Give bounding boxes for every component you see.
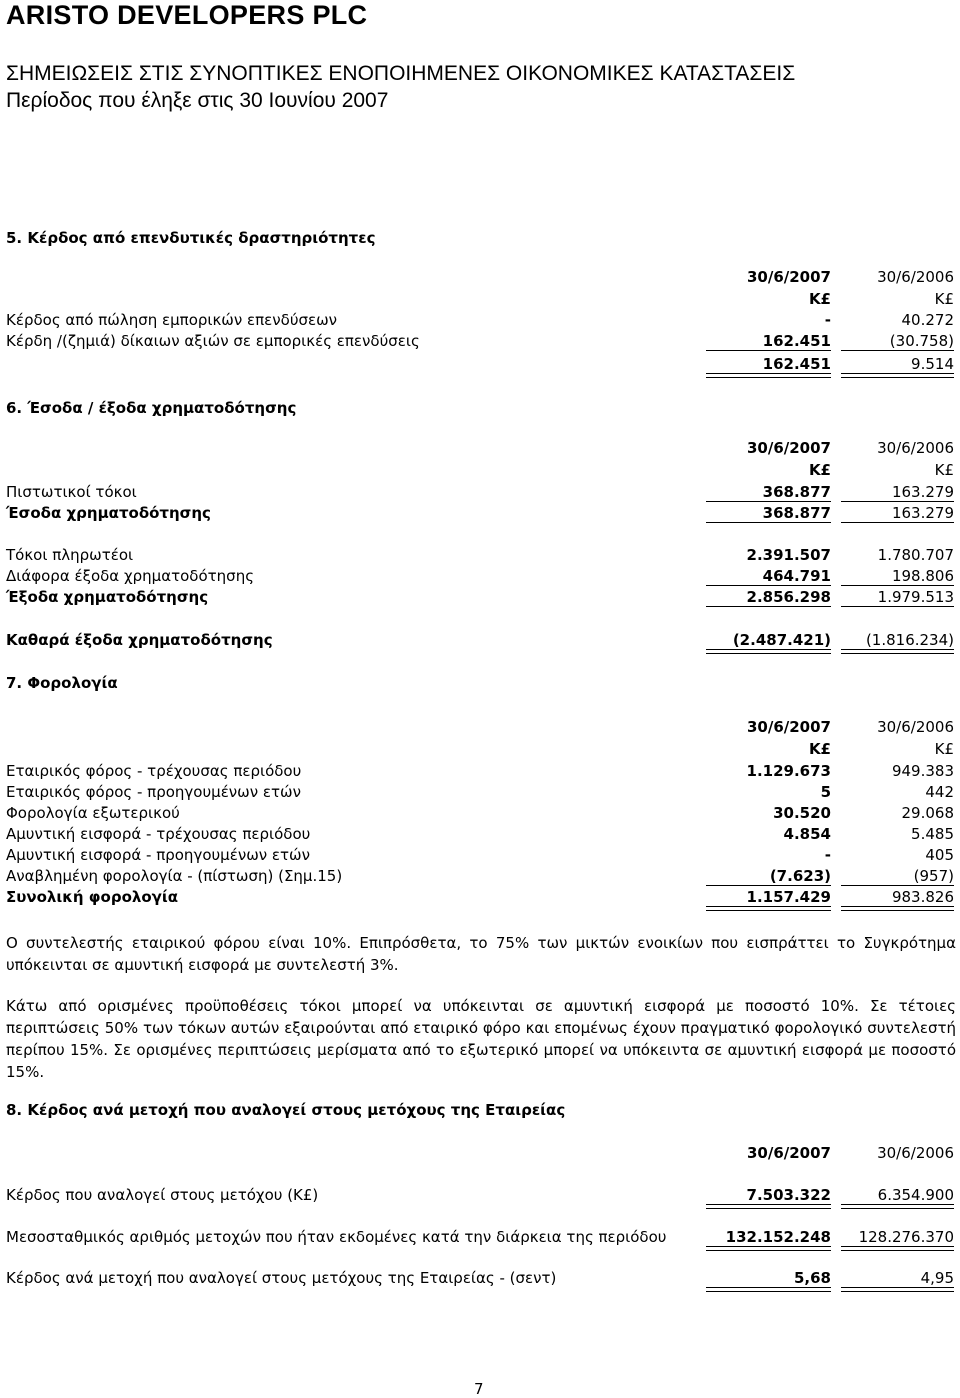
row-current: 368.877 <box>762 504 831 522</box>
row-prior: 5.485 <box>911 825 954 843</box>
col-current-unit: Κ£ <box>808 740 831 758</box>
underline <box>706 885 831 886</box>
note6-subtotal-row <box>6 504 956 524</box>
document-subtitle: ΣΗΜΕΙΩΣΕΙΣ ΣΤΙΣ ΣΥΝΟΠΤΙΚΕΣ ΕΝΟΠΟΙΗΜΕΝΕΣ ΟΙΚΟΝΟΜΙΚΕΣ ΚΑΤΑΣΤΑΣΕΙΣ <box>6 62 796 85</box>
col-prior-unit: Κ£ <box>934 740 954 758</box>
row-label: Κέρδος από πώληση εμπορικών επενδύσεων <box>6 311 338 329</box>
row-label: Αμυντική εισφορά - τρέχουσας περιόδου <box>6 825 311 843</box>
row-current: 464.791 <box>762 567 831 585</box>
row-label: Κέρδος που αναλογεί στους μετόχου (Κ£) <box>6 1186 319 1204</box>
row-prior: 4,95 <box>920 1269 954 1287</box>
row-current: 4.854 <box>783 825 831 843</box>
double-underline <box>706 1246 831 1251</box>
row-prior: 40.272 <box>901 311 954 329</box>
row-label: Έξοδα χρηματοδότησης <box>6 588 209 606</box>
row-prior: 983.826 <box>891 888 954 906</box>
underline <box>706 606 831 607</box>
period-line: Περίοδος που έληξε στις 30 Ιουνίου 2007 <box>6 89 389 112</box>
row-label: Εταιρικός φόρος - προηγουμένων ετών <box>6 783 301 801</box>
note6-subtotal-row <box>6 588 956 608</box>
note7-row <box>6 867 956 887</box>
col-current-header: 30/6/2007 <box>746 1144 831 1162</box>
note5-unit-header <box>6 290 956 310</box>
note7-row <box>6 783 956 803</box>
note7-row <box>6 804 956 824</box>
note8-title: 8. Κέρδος ανά μετοχή που αναλογεί στους μετόχους της Εταιρείας <box>6 1101 566 1119</box>
col-prior-header: 30/6/2006 <box>877 268 954 286</box>
row-prior: 1.979.513 <box>877 588 954 606</box>
col-current-unit: Κ£ <box>808 461 831 479</box>
note8-row <box>6 1186 956 1206</box>
row-prior: 163.279 <box>891 504 954 522</box>
double-underline <box>706 649 831 654</box>
col-current-unit: Κ£ <box>808 290 831 308</box>
note6-row <box>6 483 956 503</box>
row-label: Έσοδα χρηματοδότησης <box>6 504 211 522</box>
underline <box>706 350 831 351</box>
row-label: Πιστωτικοί τόκοι <box>6 483 137 501</box>
row-current: 1.157.429 <box>746 888 831 906</box>
row-prior: 29.068 <box>901 804 954 822</box>
row-current: 30.520 <box>773 804 831 822</box>
row-prior: 1.780.707 <box>877 546 954 564</box>
row-label: Κέρδος ανά μετοχή που αναλογεί στους μετόχους της Εταιρείας - (σεντ) <box>6 1269 557 1287</box>
note7-row <box>6 762 956 782</box>
underline <box>841 501 954 502</box>
double-underline <box>841 373 954 378</box>
row-prior: (30.758) <box>889 332 954 350</box>
note5-column-header <box>6 268 956 288</box>
tax-rate-paragraph: Ο συντελεστής εταιρικού φόρου είναι 10%. Επιπρόσθετα, το 75% των μικτών ενοικίων που εισπράττει το Συγκρότημα υπόκεινται σε αμυντική εισφορά με συντελεστή 3%. <box>6 934 956 974</box>
row-current: (7.623) <box>769 867 831 885</box>
underline <box>841 522 954 523</box>
company-name: ARISTO DEVELOPERS PLC <box>6 0 368 30</box>
row-label: Αναβλημένη φορολογία - (πίστωση) (Σημ.15) <box>6 867 343 885</box>
row-prior: 9.514 <box>911 355 954 373</box>
row-current: - <box>824 846 831 864</box>
double-underline <box>841 1204 954 1209</box>
note5-title: 5. Κέρδος από επενδυτικές δραστηριότητες <box>6 229 376 247</box>
note5-row <box>6 332 956 352</box>
note8-column-header <box>6 1144 956 1164</box>
defence-contribution-paragraph: Κάτω από ορισμένες προϋποθέσεις τόκοι μπορεί να υπόκεινται σε αμυντική εισφορά με ποσοστό 10%. Σε τέτοιες περιπτώσεις 50% των τόκων αυτών εξαιρούνται από εταιρικό φόρο και επομένως έχουν πραγματικό φορολογικό συντελεστή περίπου 15%. Σε ορισμένες περιπτώσεις μερίσματα από το εξωτερικό μπορεί να υπόκειντα σε αμυντική εισφορά με ποσοστό 15%. <box>6 997 956 1081</box>
row-current: 5,68 <box>793 1269 831 1287</box>
underline <box>841 350 954 351</box>
underline <box>841 585 954 586</box>
col-prior-header: 30/6/2006 <box>877 1144 954 1162</box>
underline <box>841 606 954 607</box>
double-underline <box>706 1204 831 1209</box>
note5-total-row <box>6 355 956 375</box>
row-current: 132.152.248 <box>725 1228 831 1246</box>
row-prior: 405 <box>925 846 954 864</box>
note7-title: 7. Φορολογία <box>6 674 118 692</box>
note6-row <box>6 567 956 587</box>
row-current: 2.391.507 <box>746 546 831 564</box>
note6-column-header <box>6 439 956 459</box>
row-label: Συνολική φορολογία <box>6 888 179 906</box>
col-current-header: 30/6/2007 <box>746 718 831 736</box>
col-current-header: 30/6/2007 <box>746 439 831 457</box>
row-prior: 442 <box>925 783 954 801</box>
note7-unit-header <box>6 740 956 760</box>
row-label: Καθαρά έξοδα χρηματοδότησης <box>6 631 273 649</box>
note6-row <box>6 546 956 566</box>
col-prior-unit: Κ£ <box>934 290 954 308</box>
double-underline <box>706 906 831 911</box>
row-current: 368.877 <box>762 483 831 501</box>
row-current: 162.451 <box>762 355 831 373</box>
row-current: 2.856.298 <box>746 588 831 606</box>
note8-row <box>6 1228 956 1248</box>
note7-total-row <box>6 888 956 908</box>
underline <box>706 585 831 586</box>
col-prior-unit: Κ£ <box>934 461 954 479</box>
row-current: 162.451 <box>762 332 831 350</box>
row-label: Εταιρικός φόρος - τρέχουσας περιόδου <box>6 762 302 780</box>
col-prior-header: 30/6/2006 <box>877 439 954 457</box>
col-current-header: 30/6/2007 <box>746 268 831 286</box>
row-current: - <box>824 311 831 329</box>
double-underline <box>841 649 954 654</box>
double-underline <box>841 906 954 911</box>
row-current: 5 <box>820 783 831 801</box>
note8-row <box>6 1269 956 1289</box>
row-prior: 6.354.900 <box>877 1186 954 1204</box>
col-prior-header: 30/6/2006 <box>877 718 954 736</box>
row-prior: (1.816.234) <box>865 631 954 649</box>
note6-unit-header <box>6 461 956 481</box>
row-label: Διάφορα έξοδα χρηματοδότησης <box>6 567 254 585</box>
note7-row <box>6 846 956 866</box>
underline <box>841 885 954 886</box>
row-prior: 163.279 <box>891 483 954 501</box>
row-label: Τόκοι πληρωτέοι <box>6 546 134 564</box>
page-number: 7 <box>474 1380 484 1398</box>
row-current: (2.487.421) <box>732 631 831 649</box>
row-prior: 198.806 <box>891 567 954 585</box>
row-label: Μεσοσταθμικός αριθμός μετοχών που ήταν εκδομένες κατά την διάρκεια της περιόδου <box>6 1228 667 1246</box>
note7-column-header <box>6 718 956 738</box>
row-prior: 128.276.370 <box>858 1228 954 1246</box>
row-label: Φορολογία εξωτερικού <box>6 804 180 822</box>
row-label: Κέρδη /(ζημιά) δίκαιων αξιών σε εμπορικές επενδύσεις <box>6 332 420 350</box>
double-underline <box>706 373 831 378</box>
row-prior: (957) <box>913 867 954 885</box>
underline <box>706 522 831 523</box>
note5-row <box>6 311 956 331</box>
note6-title: 6. Έσοδα / έξοδα χρηματοδότησης <box>6 399 297 417</box>
note7-row <box>6 825 956 845</box>
row-current: 1.129.673 <box>746 762 831 780</box>
double-underline <box>841 1287 954 1292</box>
double-underline <box>841 1246 954 1251</box>
note6-total-row <box>6 631 956 651</box>
double-underline <box>706 1287 831 1292</box>
row-current: 7.503.322 <box>746 1186 831 1204</box>
row-prior: 949.383 <box>891 762 954 780</box>
underline <box>706 501 831 502</box>
row-label: Αμυντική εισφορά - προηγουμένων ετών <box>6 846 310 864</box>
